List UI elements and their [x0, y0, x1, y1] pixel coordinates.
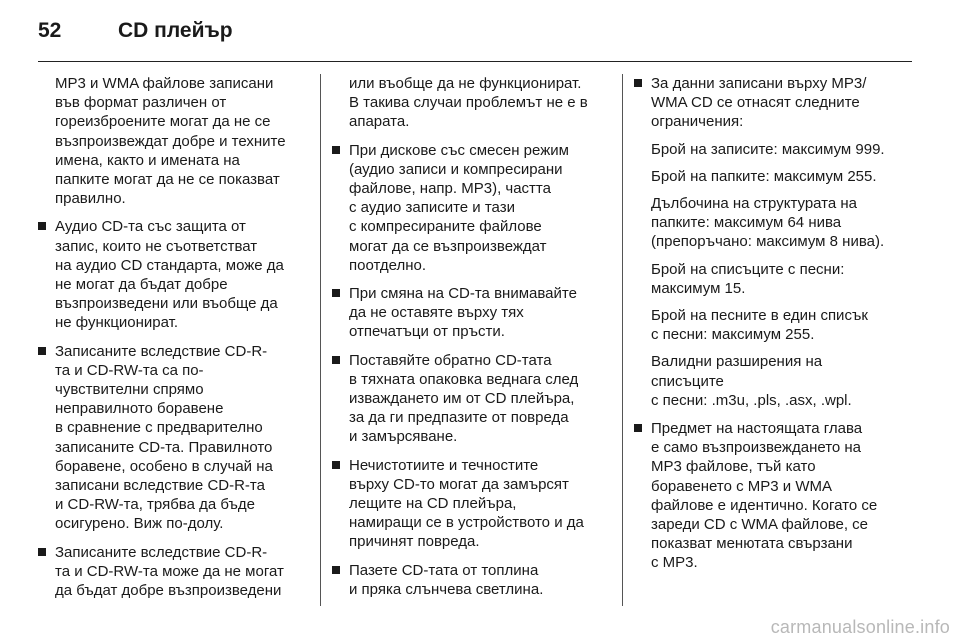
text-line: Записаните вследствие CD-R- — [55, 543, 268, 561]
text-line: Дълбочина на структурата на — [651, 195, 858, 213]
text-line: не могат да бъдат добре — [55, 276, 228, 294]
text-line: При дискове със смесен режим — [349, 141, 569, 159]
page-number: 52 — [38, 19, 62, 42]
text-line: възпроизвеждат добре и техните — [55, 132, 286, 150]
text-line: (препоръчано: максимум 8 нива). — [651, 233, 885, 251]
page-header — [0, 0, 960, 62]
bullet-item — [332, 284, 612, 342]
text-line: Аудио CD-та със защита от — [55, 218, 246, 236]
text-line: намиращи се в устройството и да — [349, 514, 584, 532]
bullet-text — [55, 217, 310, 332]
text-line: запис, които не съответстват — [55, 237, 258, 255]
text-line: за да ги предпазите от повреда — [349, 409, 569, 427]
text-line: чувствителни спрямо — [55, 381, 204, 399]
limit-entry — [651, 352, 920, 410]
text-line: ограничения: — [651, 113, 744, 131]
limit-entry — [651, 194, 920, 252]
text-line: Брой на записите: максимум 999. — [651, 140, 885, 158]
continued-paragraph — [38, 74, 310, 208]
text-line: За данни записани върху MP3/ — [651, 75, 867, 92]
text-column-1 — [38, 74, 310, 609]
text-line: записани вследствие CD-R-та — [55, 477, 265, 495]
text-line: Предмет на настоящата глава — [651, 420, 863, 438]
text-line: файлове е идентично. Когато се — [651, 496, 878, 514]
text-line: причинят повреда. — [349, 533, 480, 551]
text-line: и пряка слънчева светлина. — [349, 580, 544, 598]
text-line: с песни: .m3u, .pls, .asx, .wpl. — [651, 391, 852, 409]
text-line: отпечатъци от пръсти. — [349, 323, 505, 341]
text-line: Поставяйте обратно CD-тата — [349, 351, 552, 369]
watermark-text: carmanualsonline.info — [770, 617, 950, 637]
text-line: в тяхната опаковка веднага след — [349, 370, 579, 388]
text-line: Нечистотиите и течностите — [349, 456, 539, 474]
text-line: във формат различен от — [55, 94, 227, 112]
text-line: Брой на списъците с песни: — [651, 260, 845, 278]
text-line: да бъдат добре възпроизведени — [55, 582, 282, 600]
square-bullet-icon — [332, 289, 340, 297]
text-line: максимум 15. — [651, 279, 746, 297]
bullet-item — [332, 456, 612, 552]
bullet-item — [332, 561, 612, 599]
limit-entry — [651, 260, 920, 298]
text-line: лещите на CD плейъра, — [349, 495, 517, 513]
text-line: та и CD-RW-та може да не могат — [55, 562, 284, 580]
bullet-item — [634, 74, 920, 410]
text-line: (аудио записи и компресирани — [349, 160, 563, 178]
square-bullet-icon — [332, 356, 340, 364]
bullet-text — [349, 141, 612, 275]
text-line: възпроизведени или въобще да — [55, 295, 278, 313]
bullet-text — [55, 342, 310, 534]
bullet-item — [38, 217, 310, 332]
text-line: в сравнение с предварително — [55, 419, 263, 437]
text-line: Пазете CD-тата от топлина — [349, 561, 539, 579]
square-bullet-icon — [634, 424, 642, 432]
continued-paragraph — [332, 74, 612, 132]
text-line: могат да се възпроизвеждат — [349, 237, 547, 255]
text-line: боравенето с MP3 и WMA — [651, 477, 832, 495]
text-line: поотделно. — [349, 256, 426, 274]
column-divider-2 — [622, 74, 623, 606]
text-line: та и CD-RW-та са по- — [55, 361, 204, 379]
text-line: При смяна на CD-та внимавайте — [349, 285, 577, 303]
text-line: В такива случаи проблемът не е в — [349, 94, 588, 112]
text-line: Записаните вследствие CD-R- — [55, 342, 268, 360]
square-bullet-icon — [38, 548, 46, 556]
text-line: или въобще да не функционират. — [349, 75, 582, 92]
text-column-2 — [332, 74, 612, 608]
text-line: правилно. — [55, 190, 126, 208]
text-line: гореизброените могат да не се — [55, 113, 271, 131]
limit-entry — [651, 167, 920, 186]
text-line: списъците — [651, 372, 724, 390]
bullet-item — [38, 543, 310, 601]
bullet-text — [651, 74, 920, 132]
limit-entry — [651, 140, 920, 159]
text-line: апарата. — [349, 113, 410, 131]
text-line: не функционират. — [55, 314, 179, 332]
text-line: на аудио CD стандарта, може да — [55, 256, 284, 274]
text-line: MP3 файлове, тъй като — [651, 458, 816, 476]
bullet-item — [38, 342, 310, 534]
text-line: и CD-RW-та, трябва да бъде — [55, 496, 255, 514]
text-line: да не оставяте върху тях — [349, 304, 524, 322]
limit-entry — [651, 306, 920, 344]
text-line: изваждането им от CD плейъра, — [349, 390, 575, 408]
text-line: зареди CD с WMA файлове, се — [651, 516, 869, 534]
bullet-text — [651, 419, 920, 573]
square-bullet-icon — [38, 222, 46, 230]
column-divider-1 — [320, 74, 321, 606]
text-line: боравене, особено в случай на — [55, 457, 273, 475]
square-bullet-icon — [332, 146, 340, 154]
bullet-item — [332, 351, 612, 447]
bullet-text — [349, 351, 612, 447]
text-line: записаните CD-та. Правилното — [55, 438, 273, 456]
text-line: върху CD-то могат да замърсят — [349, 475, 569, 493]
text-line: с MP3. — [651, 554, 698, 572]
bullet-text — [55, 543, 310, 601]
bullet-text — [349, 456, 612, 552]
bullet-item — [332, 141, 612, 275]
text-line: Брой на папките: максимум 255. — [651, 167, 877, 185]
square-bullet-icon — [332, 461, 340, 469]
square-bullet-icon — [38, 347, 46, 355]
bullet-text — [349, 561, 612, 599]
text-line: с аудио записите и тази — [349, 199, 515, 217]
text-line: Валидни разширения на — [651, 353, 823, 371]
text-line: WMA CD се отнасят следните — [651, 94, 860, 112]
text-line: осигурено. Виж по-долу. — [55, 515, 224, 533]
text-line: неправилното боравене — [55, 400, 224, 418]
text-line: и замърсяване. — [349, 428, 458, 446]
text-column-3 — [634, 74, 920, 582]
bullet-item — [634, 419, 920, 573]
square-bullet-icon — [332, 566, 340, 574]
text-line: с компресираните файлове — [349, 218, 542, 236]
text-line: е само възпроизвеждането на — [651, 439, 862, 457]
page-title: CD плейър — [118, 19, 233, 42]
bullet-text — [349, 284, 612, 342]
square-bullet-icon — [634, 79, 642, 87]
text-line: файлове, напр. MP3), частта — [349, 180, 551, 198]
text-line: с песни: максимум 255. — [651, 326, 815, 344]
text-line: папките могат да не се показват — [55, 171, 280, 189]
text-line: Брой на песните в един списък — [651, 307, 868, 325]
text-line: показват менютата свързани — [651, 535, 853, 553]
text-line: MP3 и WMA файлове записани — [55, 75, 274, 92]
text-line: папките: максимум 64 нива — [651, 214, 842, 232]
text-line: имена, както и имената на — [55, 151, 240, 169]
header-divider — [38, 61, 912, 62]
